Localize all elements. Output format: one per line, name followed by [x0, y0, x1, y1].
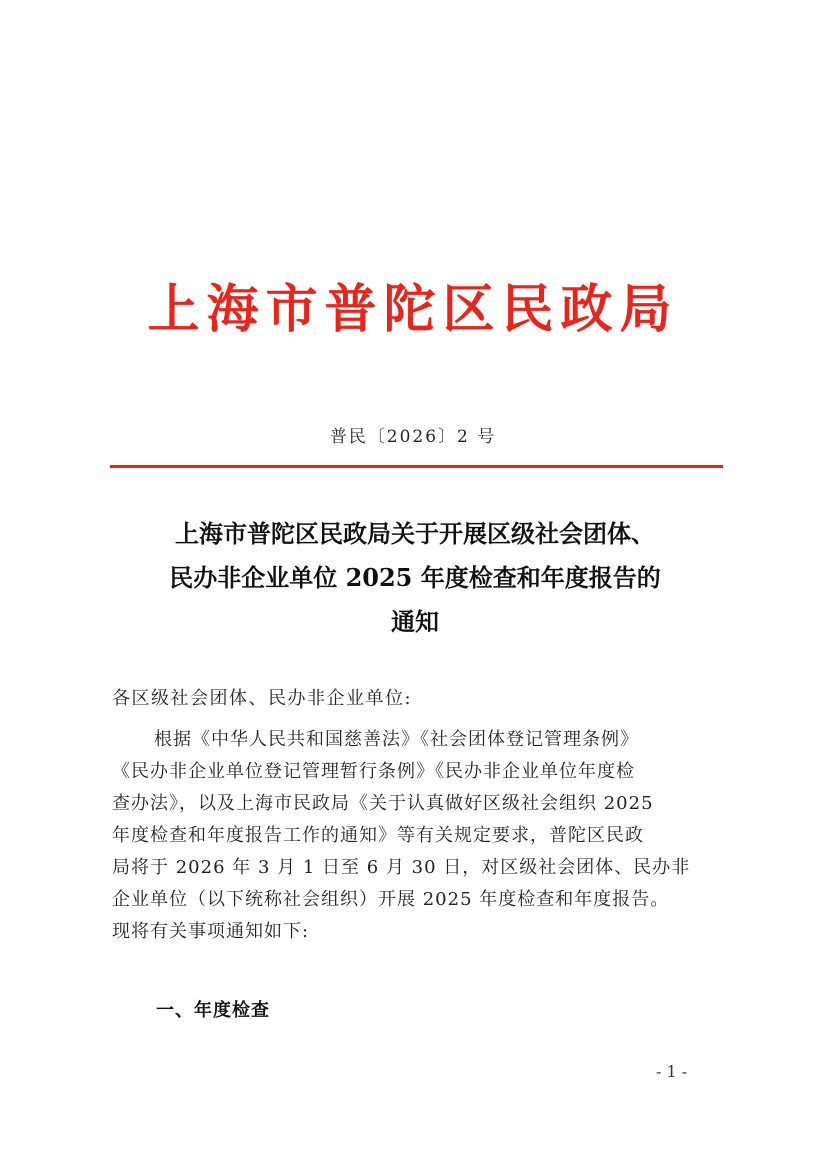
red-divider-line	[110, 465, 723, 468]
title-line: 通知	[391, 607, 439, 636]
document-title	[100, 512, 730, 644]
title-line: 民办非企业单位 2025 年度检查和年度报告的	[169, 563, 661, 592]
paragraph-line: 现将有关事项通知如下:	[112, 921, 310, 942]
issuer-heading: 上海市普陀区民政局	[147, 279, 679, 340]
page-number: - 1 -	[656, 1062, 688, 1081]
paragraph-line: 年度检查和年度报告工作的通知》等有关规定要求，普陀区民政	[112, 825, 644, 846]
paragraph-line: 查办法》，以及上海市民政局《关于认真做好区级社会组织 2025	[112, 793, 654, 814]
paragraph-line: 企业单位（以下统称社会组织）开展 2025 年度检查和年度报告。	[112, 889, 670, 910]
section-heading: 一、年度检查	[156, 1000, 270, 1021]
paragraph-line: 局将于 2026 年 3 月 1 日至 6 月 30 日，对区级社会团体、民办非	[112, 857, 691, 878]
salutation: 各区级社会团体、民办非企业单位:	[112, 688, 413, 709]
paragraph-line: 《民办非企业单位登记管理暂行条例》《民办非企业单位年度检	[112, 761, 635, 782]
body-paragraph	[112, 724, 722, 948]
paragraph-line: 根据《中华人民共和国慈善法》《社会团体登记管理条例》	[154, 729, 639, 750]
title-line: 上海市普陀区民政局关于开展区级社会团体、	[175, 519, 655, 548]
document-number: 普民〔2026〕2 号	[329, 427, 497, 447]
